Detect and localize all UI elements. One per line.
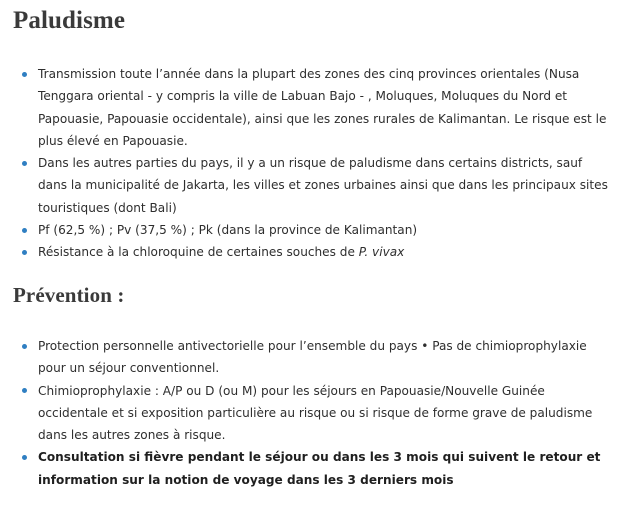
list-item — [22, 241, 612, 263]
bullet-icon — [22, 250, 27, 255]
section-title-paludisme: Paludisme — [13, 7, 126, 34]
list-item-text: Consultation si fièvre pendant le séjour ou dans les 3 mois qui suivent le retour et information sur la notion de voyage dans les 3 derniers mois — [38, 450, 601, 487]
paludisme-list — [22, 63, 612, 264]
list-item-text: Dans les autres parties du pays, il y a un risque de paludisme dans certains districts, sauf dans la municipalité de Jakarta, les villes et zones urbaines ainsi que dans les principaux sites touristiques (dont Bali) — [38, 156, 608, 215]
bullet-icon — [22, 455, 27, 460]
list-item-text: Pf (62,5 %) ; Pv (37,5 %) ; Pk (dans la province de Kalimantan) — [38, 223, 418, 238]
bullet-icon — [22, 72, 27, 77]
list-item-text: Transmission toute l’année dans la plupart des zones des cinq provinces orientales (Nusa Tenggara oriental - y compris la ville de Labuan Bajo - , Moluques, Moluques du Nord et Papouasie, Papouasie occidentale), ainsi que les zones rurales de Kalimantan. Le risque est le plus élevé en Papouasie. — [38, 67, 607, 148]
species-name: P. vivax — [358, 245, 405, 260]
bullet-icon — [22, 344, 27, 349]
bullet-icon — [22, 228, 27, 233]
list-item — [22, 63, 612, 152]
list-item-text: Résistance à la chloroquine de certaines souches de — [38, 245, 359, 260]
list-item — [22, 335, 612, 380]
prevention-list — [22, 335, 612, 491]
list-item-text: Chimioprophylaxie : A/P ou D (ou M) pour les séjours en Papouasie/Nouvelle Guinée occidentale et si exposition particulière au risque ou si risque de forme grave de paludisme dans les autres zones à risque. — [38, 383, 593, 443]
bullet-icon — [22, 161, 27, 166]
bullet-icon — [22, 388, 27, 393]
list-item-bold — [22, 446, 612, 491]
list-item — [22, 152, 612, 219]
list-item — [22, 380, 612, 447]
section-title-prevention: Prévention : — [13, 283, 125, 307]
list-item-text: Protection personnelle antivectorielle pour l’ensemble du pays • Pas de chimioprophylaxie pour un séjour conventionnel. — [38, 339, 587, 376]
list-item — [22, 219, 612, 241]
